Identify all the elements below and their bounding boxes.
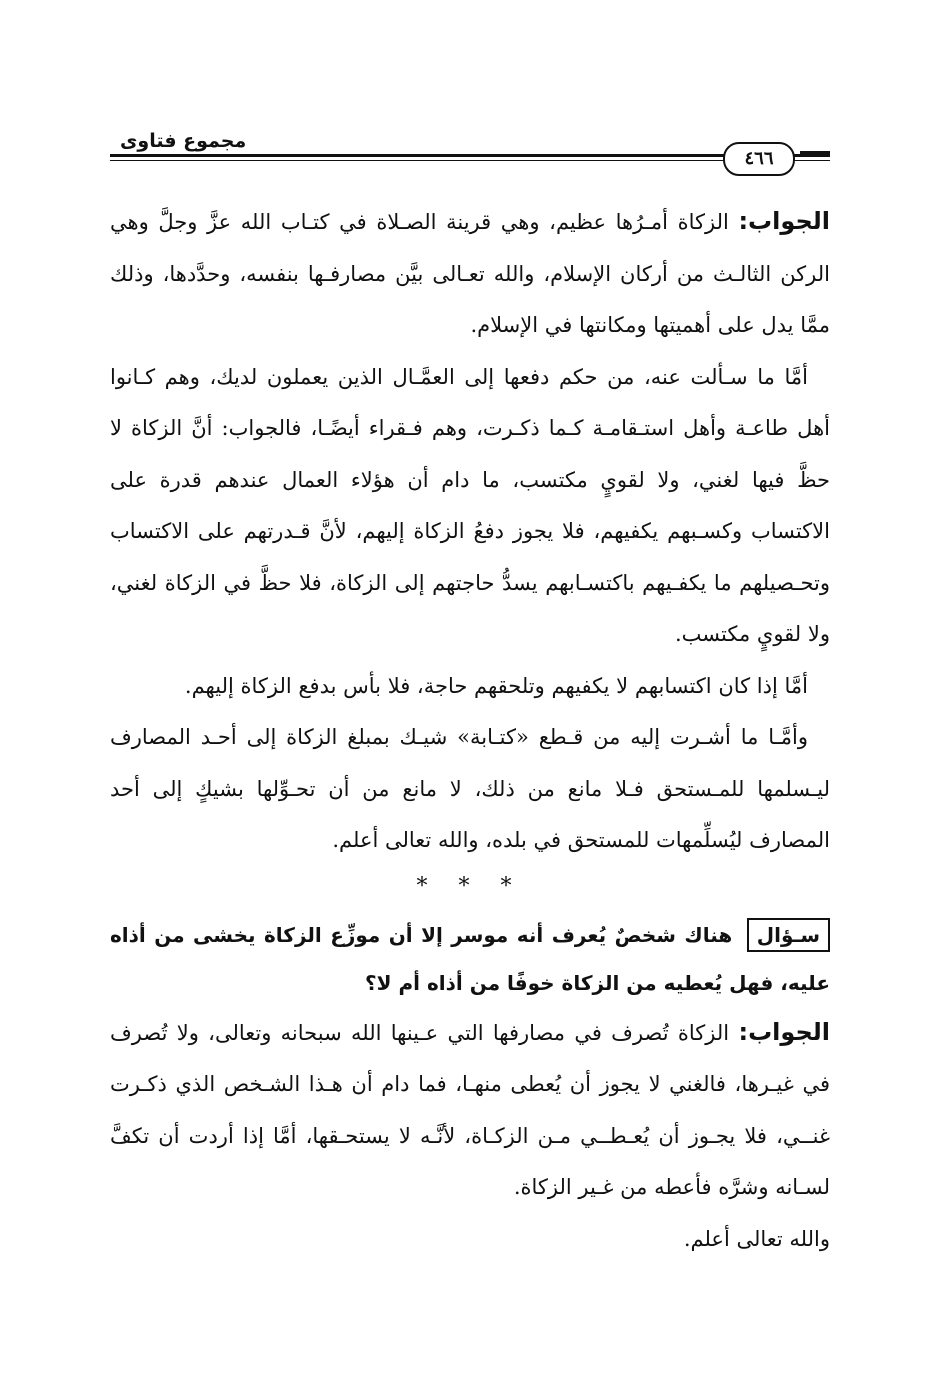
question-text: هناك شخصٌ يُعرف أنه موسر إلا أن موزِّع الزكاة يخشى من أذاه عليه، فهل يُعطيه من الزكاة خوفًا من أذاه أم لا؟ [110,922,830,995]
header-rule-thin [110,160,830,161]
answer-paragraph [110,196,830,352]
answer-paragraph-2 [110,1007,830,1214]
page-number: ٤٦٦ [723,142,795,176]
answer-label-2: الجواب: [738,1017,830,1046]
running-header [110,118,830,169]
paragraph-workers: أمَّا ما سـألت عنه، من حكم دفعها إلى العمَّـال الذين يعملون لديك، وهم كـانوا أهل طاعـة وأهل استـقامـة كـما ذكـرت، وهم فـقراء أيضًـا، فالجواب: أنَّ الزكاة لا حظَّ فيها لغني، ولا لقويٍ مكتسب، ما دام أن هؤلاء العمال عندهم قدرة على الاكتساب وكسـبهم يكفيهم، فلا يجوز دفعُ الزكاة إليهم، لأنَّ قـدرتهم على الاكتساب وتحـصيلهم ما يكفـيهم باكتسـابهم يسدُّ حاجتهم إلى الزكاة، فلا حظَّ في الزكاة لغني، ولا لقويٍ مكتسب. [110,364,830,646]
paragraph-cheque: وأمَّـا ما أشـرت إليه من قـطع «كتـابة» شيـك بمبلغ الزكاة إلى أحـد المصارف ليـسلمها للمـستحق فـلا مانع من ذلك، لا مانع من أن تحـوِّلها بشيكٍ إلى أحد المصارف ليُسلِّمهات للمستحق في بلده، والله تعالى أعلم. [110,725,830,852]
book-page [110,118,830,1265]
header-rule [110,154,830,157]
answer-text-2: الزكاة تُصرف في مصارفها التي عـينها الله سبحانه وتعالى، ولا تُصرف في غيـرها، فالغني لا يجوز أن يُعطى منهـا، فما دام أن هـذا الشـخص الذي ذكـرت غنــي، فلا يجـوز أن يُعـطــي مـن الزكـاة، لأنَّـه لا يستحـقها، أمَّا إذا أردت أن تكفَّ لسـانه وشرَّه فأعطه من غـير الزكاة. [110,1020,830,1199]
header-dash [800,151,830,154]
answer-label: الجواب: [738,207,830,235]
answer-text: الزكاة أمـرُها عظيم، وهي قرينة الصـلاة في كتـاب الله عزَّ وجلَّ وهي الركن الثالـث من أركان الإسلام، والله تعـالى بيَّن مصارفـها بنفسه، وحدَّدها، وذلك ممَّا يدل على أهميتها ومكانتها في الإسلام. [110,210,830,337]
paragraph-insufficient: أمَّا إذا كان اكتسابهم لا يكفيهم وتلحقهم حاجة، فلا بأس بدفع الزكاة إليهم. [184,673,808,698]
book-title: مجموع فتاوى [120,130,247,152]
page-body [110,196,830,1265]
question-paragraph [110,911,830,1007]
question-label: سـؤال [747,918,830,952]
closing-line: والله تعالى أعلم. [683,1226,830,1251]
section-separator: * * * [416,873,524,899]
